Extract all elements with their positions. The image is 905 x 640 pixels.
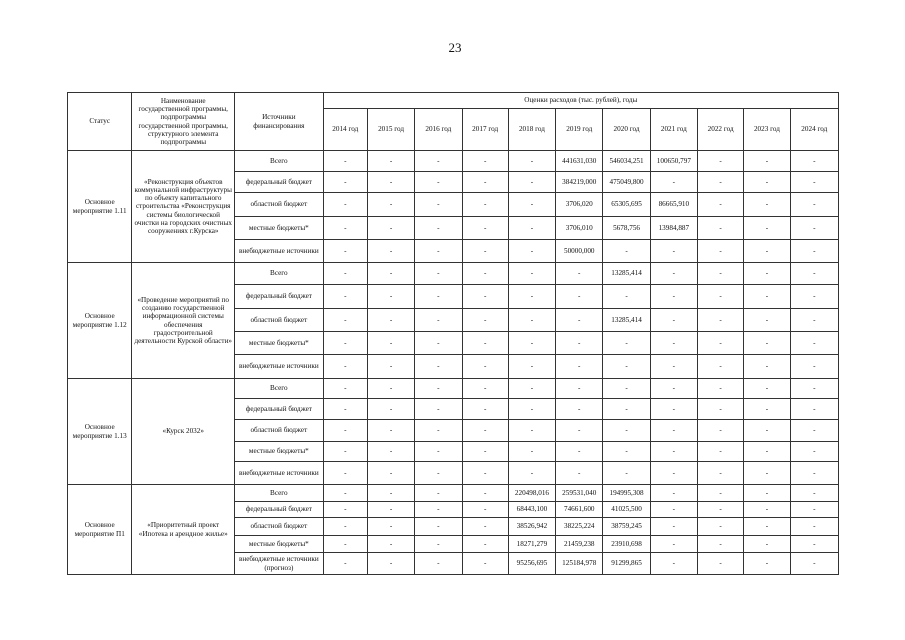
value-cell: - [603, 420, 650, 442]
value-cell: - [367, 462, 414, 485]
value-cell: 38225,224 [556, 518, 603, 536]
value-cell: - [744, 442, 790, 462]
value-cell: - [697, 536, 743, 553]
value-cell: - [367, 355, 414, 379]
value-cell: - [697, 332, 743, 355]
value-cell: - [462, 193, 508, 217]
year-header: 2015 год [367, 109, 414, 151]
table-row [68, 263, 839, 285]
value-cell: - [415, 420, 462, 442]
value-cell: - [790, 309, 838, 332]
value-cell: - [415, 485, 462, 502]
value-cell: - [650, 379, 697, 399]
value-cell: - [323, 518, 367, 536]
row-program-name: «Проведение мероприятий по созданию государственной информационной системы обеспечения градостроительной деятельности Курской области» [132, 263, 235, 379]
funding-source: Всего [235, 485, 324, 502]
value-cell: 21459,238 [556, 536, 603, 553]
value-cell: - [697, 193, 743, 217]
value-cell: - [650, 285, 697, 309]
value-cell: - [790, 420, 838, 442]
value-cell: - [323, 217, 367, 240]
value-cell: - [790, 442, 838, 462]
value-cell: 41025,500 [603, 502, 650, 518]
value-cell: - [415, 536, 462, 553]
value-cell: - [744, 193, 790, 217]
value-cell: - [462, 240, 508, 263]
value-cell: - [744, 217, 790, 240]
value-cell: - [603, 355, 650, 379]
value-cell: 3706,010 [556, 217, 603, 240]
funding-source: местные бюджеты* [235, 332, 324, 355]
value-cell: - [508, 355, 555, 379]
funding-source: областной бюджет [235, 193, 324, 217]
value-cell: - [744, 553, 790, 575]
value-cell: - [508, 285, 555, 309]
value-cell: - [556, 420, 603, 442]
value-cell: - [508, 240, 555, 263]
value-cell: - [697, 309, 743, 332]
value-cell: - [744, 355, 790, 379]
value-cell: - [508, 399, 555, 420]
value-cell: - [415, 462, 462, 485]
value-cell: - [415, 151, 462, 172]
value-cell: - [462, 399, 508, 420]
value-cell: - [650, 553, 697, 575]
value-cell: - [650, 172, 697, 193]
funding-source: федеральный бюджет [235, 399, 324, 420]
value-cell: - [323, 553, 367, 575]
value-cell: 74661,600 [556, 502, 603, 518]
value-cell: - [415, 332, 462, 355]
value-cell: - [556, 379, 603, 399]
value-cell: - [415, 379, 462, 399]
value-cell: 259531,040 [556, 485, 603, 502]
funding-source: местные бюджеты* [235, 442, 324, 462]
value-cell: - [790, 518, 838, 536]
value-cell: - [367, 172, 414, 193]
header-status: Статус [68, 93, 132, 151]
value-cell: - [367, 263, 414, 285]
value-cell: - [744, 151, 790, 172]
value-cell: - [790, 332, 838, 355]
value-cell: 95256,695 [508, 553, 555, 575]
value-cell: - [697, 151, 743, 172]
value-cell: 68443,100 [508, 502, 555, 518]
value-cell: - [508, 462, 555, 485]
value-cell: - [744, 172, 790, 193]
value-cell: - [367, 502, 414, 518]
value-cell: 86665,910 [650, 193, 697, 217]
value-cell: - [790, 355, 838, 379]
value-cell: - [415, 553, 462, 575]
value-cell: - [415, 172, 462, 193]
value-cell: - [697, 553, 743, 575]
value-cell: - [462, 172, 508, 193]
value-cell: - [697, 172, 743, 193]
value-cell: - [462, 553, 508, 575]
value-cell: - [744, 536, 790, 553]
value-cell: - [323, 309, 367, 332]
value-cell: - [508, 193, 555, 217]
year-header: 2016 год [415, 109, 462, 151]
value-cell: - [367, 442, 414, 462]
value-cell: - [462, 217, 508, 240]
value-cell: 5678,756 [603, 217, 650, 240]
value-cell: - [462, 355, 508, 379]
value-cell: - [323, 193, 367, 217]
year-header: 2021 год [650, 109, 697, 151]
value-cell: - [556, 462, 603, 485]
value-cell: - [790, 285, 838, 309]
value-cell: - [367, 332, 414, 355]
value-cell: - [508, 263, 555, 285]
value-cell: - [744, 502, 790, 518]
value-cell: - [508, 309, 555, 332]
value-cell: - [323, 536, 367, 553]
budget-table [67, 92, 839, 575]
value-cell: - [744, 240, 790, 263]
header-source: Источники финансирования [235, 93, 324, 151]
value-cell: - [323, 442, 367, 462]
funding-source: внебюджетные источники (прогноз) [235, 553, 324, 575]
value-cell: - [697, 263, 743, 285]
value-cell: - [790, 536, 838, 553]
value-cell: - [790, 485, 838, 502]
value-cell: - [650, 355, 697, 379]
value-cell: - [697, 442, 743, 462]
value-cell: - [462, 379, 508, 399]
value-cell: - [462, 285, 508, 309]
value-cell: - [650, 240, 697, 263]
value-cell: - [508, 217, 555, 240]
row-status: Основное мероприятие П1 [68, 485, 132, 575]
value-cell: - [744, 332, 790, 355]
value-cell: - [367, 309, 414, 332]
value-cell: - [367, 285, 414, 309]
funding-source: внебюджетные источники [235, 240, 324, 263]
value-cell: - [556, 332, 603, 355]
value-cell: - [323, 420, 367, 442]
value-cell: - [367, 485, 414, 502]
funding-source: Всего [235, 151, 324, 172]
row-program-name: «Приоритетный проект «Ипотека и арендное жилье» [132, 485, 235, 575]
value-cell: - [697, 485, 743, 502]
value-cell: - [744, 462, 790, 485]
value-cell: 475049,800 [603, 172, 650, 193]
value-cell: - [323, 379, 367, 399]
value-cell: - [367, 420, 414, 442]
table-row [68, 151, 839, 172]
value-cell: 38526,942 [508, 518, 555, 536]
value-cell: - [790, 263, 838, 285]
value-cell: - [744, 485, 790, 502]
value-cell: - [790, 193, 838, 217]
value-cell: - [744, 285, 790, 309]
funding-source: местные бюджеты* [235, 217, 324, 240]
value-cell: - [650, 442, 697, 462]
value-cell: - [323, 172, 367, 193]
value-cell: - [508, 379, 555, 399]
value-cell: 220498,016 [508, 485, 555, 502]
value-cell: - [603, 332, 650, 355]
value-cell: - [790, 553, 838, 575]
funding-source: Всего [235, 263, 324, 285]
year-header: 2024 год [790, 109, 838, 151]
value-cell: - [323, 355, 367, 379]
value-cell: - [556, 263, 603, 285]
page-number: 23 [448, 40, 462, 55]
value-cell: - [508, 442, 555, 462]
value-cell: - [744, 263, 790, 285]
value-cell: 38759,245 [603, 518, 650, 536]
value-cell: - [650, 485, 697, 502]
value-cell: - [603, 442, 650, 462]
header-estimate: Оценки расходов (тыс. рублей), годы [323, 93, 838, 109]
value-cell: - [790, 399, 838, 420]
value-cell: - [415, 399, 462, 420]
value-cell: 13285,414 [603, 263, 650, 285]
table-row [68, 485, 839, 502]
value-cell: - [415, 309, 462, 332]
year-header: 2019 год [556, 109, 603, 151]
value-cell: - [367, 193, 414, 217]
value-cell: - [697, 379, 743, 399]
value-cell: - [697, 502, 743, 518]
row-status: Основное мероприятие 1.12 [68, 263, 132, 379]
funding-source: федеральный бюджет [235, 285, 324, 309]
value-cell: - [415, 502, 462, 518]
value-cell: - [508, 332, 555, 355]
value-cell: - [462, 536, 508, 553]
value-cell: - [508, 420, 555, 442]
value-cell: - [415, 442, 462, 462]
year-header: 2017 год [462, 109, 508, 151]
value-cell: - [790, 217, 838, 240]
value-cell: - [650, 502, 697, 518]
row-status: Основное мероприятие 1.13 [68, 379, 132, 485]
value-cell: - [650, 263, 697, 285]
value-cell: - [462, 332, 508, 355]
value-cell: - [462, 442, 508, 462]
row-program-name: «Реконструкция объектов коммунальной инфраструктуры по объекту капитального строительства «Реконструкция системы биологической очистки на городских очистных сооружениях г.Курска» [132, 151, 235, 263]
value-cell: - [556, 309, 603, 332]
value-cell: 100650,797 [650, 151, 697, 172]
value-cell: - [650, 399, 697, 420]
value-cell: 13285,414 [603, 309, 650, 332]
row-status: Основное мероприятие 1.11 [68, 151, 132, 263]
value-cell: - [697, 462, 743, 485]
value-cell: - [323, 502, 367, 518]
value-cell: - [323, 285, 367, 309]
value-cell: 13984,887 [650, 217, 697, 240]
value-cell: - [415, 217, 462, 240]
value-cell: - [367, 217, 414, 240]
value-cell: 546034,251 [603, 151, 650, 172]
value-cell: - [415, 193, 462, 217]
value-cell: - [556, 442, 603, 462]
value-cell: - [367, 518, 414, 536]
value-cell: - [462, 309, 508, 332]
value-cell: - [367, 536, 414, 553]
value-cell: - [323, 263, 367, 285]
funding-source: областной бюджет [235, 309, 324, 332]
value-cell: 384219,000 [556, 172, 603, 193]
year-header: 2014 год [323, 109, 367, 151]
value-cell: - [650, 420, 697, 442]
value-cell: - [744, 379, 790, 399]
value-cell: - [415, 240, 462, 263]
funding-source: федеральный бюджет [235, 172, 324, 193]
funding-source: внебюджетные источники [235, 355, 324, 379]
value-cell: - [744, 399, 790, 420]
value-cell: - [462, 518, 508, 536]
value-cell: - [415, 518, 462, 536]
funding-source: областной бюджет [235, 420, 324, 442]
value-cell: - [697, 420, 743, 442]
value-cell: - [697, 240, 743, 263]
funding-source: местные бюджеты* [235, 536, 324, 553]
value-cell: 50000,000 [556, 240, 603, 263]
value-cell: - [508, 151, 555, 172]
value-cell: - [367, 399, 414, 420]
value-cell: - [744, 518, 790, 536]
year-header: 2018 год [508, 109, 555, 151]
table-row [68, 379, 839, 399]
value-cell: - [323, 151, 367, 172]
value-cell: - [603, 240, 650, 263]
value-cell: - [744, 309, 790, 332]
value-cell: - [462, 151, 508, 172]
value-cell: - [323, 399, 367, 420]
value-cell: 194995,308 [603, 485, 650, 502]
value-cell: - [650, 518, 697, 536]
value-cell: - [367, 379, 414, 399]
funding-source: внебюджетные источники [235, 462, 324, 485]
value-cell: - [508, 172, 555, 193]
value-cell: - [790, 172, 838, 193]
value-cell: 18271,279 [508, 536, 555, 553]
value-cell: - [744, 420, 790, 442]
value-cell: - [650, 462, 697, 485]
value-cell: - [462, 485, 508, 502]
value-cell: - [462, 462, 508, 485]
funding-source: федеральный бюджет [235, 502, 324, 518]
value-cell: - [697, 355, 743, 379]
value-cell: - [697, 217, 743, 240]
value-cell: - [323, 332, 367, 355]
value-cell: - [415, 263, 462, 285]
year-header: 2023 год [744, 109, 790, 151]
value-cell: - [603, 462, 650, 485]
value-cell: - [790, 502, 838, 518]
value-cell: 125184,978 [556, 553, 603, 575]
value-cell: 91299,865 [603, 553, 650, 575]
value-cell: - [603, 379, 650, 399]
value-cell: - [323, 462, 367, 485]
value-cell: - [650, 309, 697, 332]
value-cell: - [367, 553, 414, 575]
row-program-name: «Курск 2032» [132, 379, 235, 485]
value-cell: - [323, 240, 367, 263]
value-cell: 441631,030 [556, 151, 603, 172]
value-cell: - [697, 399, 743, 420]
value-cell: - [790, 462, 838, 485]
funding-source: областной бюджет [235, 518, 324, 536]
value-cell: - [603, 285, 650, 309]
value-cell: - [415, 355, 462, 379]
year-header: 2022 год [697, 109, 743, 151]
value-cell: - [650, 536, 697, 553]
year-header: 2020 год [603, 109, 650, 151]
value-cell: 3706,020 [556, 193, 603, 217]
value-cell: - [650, 332, 697, 355]
funding-source: Всего [235, 379, 324, 399]
value-cell: - [323, 485, 367, 502]
value-cell: - [415, 285, 462, 309]
value-cell: - [697, 518, 743, 536]
value-cell: - [556, 399, 603, 420]
value-cell: - [790, 240, 838, 263]
value-cell: - [556, 355, 603, 379]
value-cell: - [367, 240, 414, 263]
table-body [68, 151, 839, 575]
value-cell: - [367, 151, 414, 172]
value-cell: - [790, 151, 838, 172]
header-name: Наименование государственной программы, подпрограммы государственной программы, структурного элемента подпрограммы [132, 93, 235, 151]
value-cell: - [697, 285, 743, 309]
value-cell: 23910,698 [603, 536, 650, 553]
value-cell: 65305,695 [603, 193, 650, 217]
value-cell: - [462, 420, 508, 442]
value-cell: - [462, 502, 508, 518]
value-cell: - [603, 399, 650, 420]
value-cell: - [462, 263, 508, 285]
value-cell: - [556, 285, 603, 309]
value-cell: - [790, 379, 838, 399]
